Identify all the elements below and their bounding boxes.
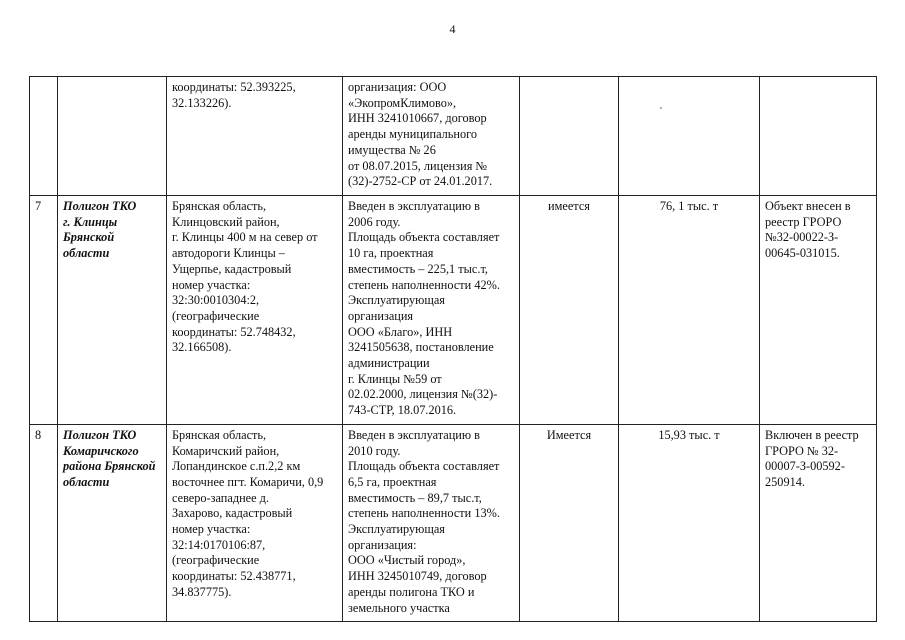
location-line: Комаричский район,	[172, 443, 280, 458]
status-cell: Имеется	[520, 424, 619, 621]
location-line: Лопандинское с.п.2,2 км	[172, 459, 301, 474]
location-line: координаты: 52.438771,	[172, 569, 296, 584]
info-line: вместимость – 225,1 тыс.т,	[348, 261, 488, 276]
scan-speck	[660, 107, 662, 109]
waste-amount-cell: 15,93 тыс. т	[619, 424, 760, 621]
location-line: северо-западнее д.	[172, 490, 270, 505]
info-line: Эксплуатирующая	[348, 522, 445, 537]
location-line: Захарово, кадастровый	[172, 506, 293, 521]
status-cell	[520, 77, 619, 196]
info-line: ООО «Благо», ИНН	[348, 324, 453, 339]
info-line: Эксплуатирующая	[348, 293, 445, 308]
name-line: Брянской	[63, 230, 115, 245]
row-number: 8	[30, 424, 58, 621]
info-line: 743-СТР, 18.07.2016.	[348, 403, 457, 418]
table-row	[30, 77, 877, 196]
page-number: 4	[449, 22, 456, 36]
info-line: Введен в эксплуатацию в	[348, 427, 480, 442]
location-line: Брянская область,	[172, 199, 267, 213]
location-line: 32.166508).	[172, 340, 232, 355]
location-cell	[167, 77, 343, 196]
info-line: администрации	[348, 356, 430, 371]
name-line: области	[63, 474, 110, 489]
row-number	[30, 77, 58, 196]
location-line: г. Клинцы 400 м на север от	[172, 230, 318, 245]
info-line: аренды полигона ТКО и	[348, 584, 475, 599]
info-line: 3241505638, постановление	[348, 340, 494, 355]
registry-note-cell	[760, 77, 877, 196]
info-line: вместимость – 89,7 тыс.т,	[348, 490, 482, 505]
info-line: Площадь объекта составляет	[348, 230, 500, 245]
note-line: ГРОРО № 32-	[765, 443, 839, 458]
info-line: 10 га, проектная	[348, 246, 434, 261]
location-line: Клинцовский район,	[172, 214, 280, 229]
info-line: ИНН 3241010667, договор	[348, 111, 487, 126]
info-line: аренды муниципального	[348, 127, 477, 142]
note-line: 250914.	[765, 474, 805, 489]
location-line: Ущерпье, кадастровый	[172, 261, 292, 276]
location-line: номер участка:	[172, 277, 251, 292]
registry-note-cell	[760, 196, 877, 425]
location-line: номер участка:	[172, 522, 251, 537]
location-line: 32.133226).	[172, 95, 232, 110]
location-cell	[167, 424, 343, 621]
landfill-name-cell	[58, 77, 167, 196]
info-line: ИНН 3245010749, договор	[348, 569, 487, 584]
name-line: Полигон ТКО	[63, 427, 137, 442]
name-line: Полигон ТКО	[63, 199, 137, 213]
location-line: 32:14:0170106:87,	[172, 537, 266, 552]
info-line: «ЭкопромКлимово»,	[348, 95, 457, 110]
note-line: 00645-031015.	[765, 246, 840, 261]
info-line: г. Клинцы №59 от	[348, 371, 442, 386]
info-line: организация: ООО	[348, 80, 447, 94]
info-line: ООО «Чистый город»,	[348, 553, 466, 568]
note-line: 00007-З-00592-	[765, 459, 845, 474]
info-line: 6,5 га, проектная	[348, 474, 437, 489]
landfill-name-cell	[58, 196, 167, 425]
row-number: 7	[30, 196, 58, 425]
info-line: земельного участка	[348, 600, 450, 615]
name-line: района Брянской	[63, 459, 156, 474]
location-line: 32:30:0010304:2,	[172, 293, 260, 308]
info-line: (32)-2752-СР от 24.01.2017.	[348, 174, 493, 189]
location-line: (географические	[172, 553, 260, 568]
location-line: координаты: 52.393225,	[172, 80, 296, 94]
location-line: координаты: 52.748432,	[172, 324, 296, 339]
info-line: 02.02.2000, лицензия №(32)-	[348, 387, 498, 402]
landfill-registry-table	[29, 76, 877, 622]
operation-info-cell	[343, 196, 520, 425]
status-cell: имеется	[520, 196, 619, 425]
info-line: степень наполненности 42%.	[348, 277, 500, 292]
location-line: Брянская область,	[172, 427, 267, 442]
note-line: реестр ГРОРО	[765, 214, 842, 229]
info-line: степень наполненности 13%.	[348, 506, 500, 521]
waste-amount-cell	[619, 77, 760, 196]
note-line: №32-00022-З-	[765, 230, 839, 245]
location-line: 34.837775).	[172, 584, 232, 599]
note-line: Объект внесен в	[765, 199, 851, 213]
landfill-name-cell	[58, 424, 167, 621]
info-line: 2006 году.	[348, 214, 401, 229]
table-row	[30, 424, 877, 621]
location-line: (географические	[172, 308, 260, 323]
info-line: Площадь объекта составляет	[348, 459, 500, 474]
location-line: восточнее пгт. Комаричи, 0,9	[172, 474, 324, 489]
operation-info-cell	[343, 424, 520, 621]
location-line: автодороги Клинцы –	[172, 246, 285, 261]
info-line: Введен в эксплуатацию в	[348, 199, 480, 213]
info-line: 2010 году.	[348, 443, 401, 458]
name-line: г. Клинцы	[63, 214, 118, 229]
location-cell	[167, 196, 343, 425]
info-line: имущества № 26	[348, 142, 436, 157]
operation-info-cell	[343, 77, 520, 196]
registry-note-cell	[760, 424, 877, 621]
name-line: Комаричского	[63, 443, 139, 458]
info-line: организация:	[348, 537, 417, 552]
name-line: области	[63, 246, 110, 261]
info-line: от 08.07.2015, лицензия №	[348, 158, 488, 173]
waste-amount-cell: 76, 1 тыс. т	[619, 196, 760, 425]
info-line: организация	[348, 308, 414, 323]
note-line: Включен в реестр	[765, 427, 859, 442]
table-row	[30, 196, 877, 425]
